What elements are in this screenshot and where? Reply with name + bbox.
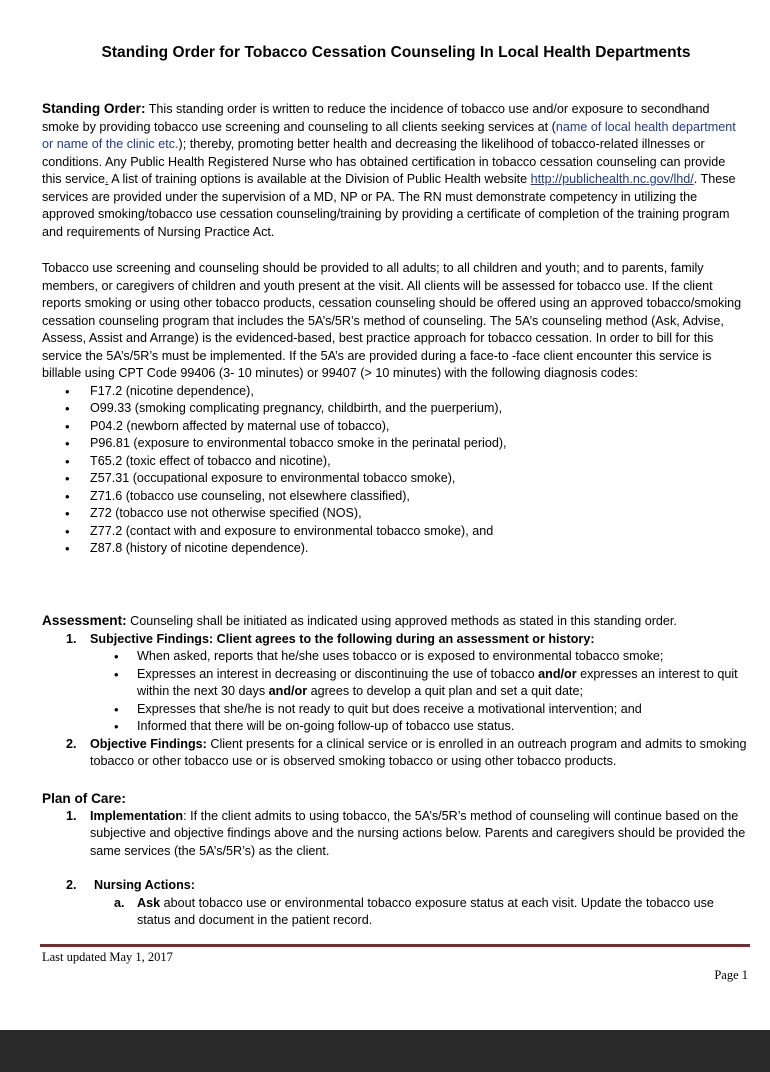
plan-of-care-section — [42, 790, 748, 930]
assessment-section — [42, 612, 748, 771]
list-item — [42, 400, 748, 418]
subjective-findings — [42, 631, 748, 649]
assessment-heading: Assessment: — [42, 613, 127, 628]
standing-order-text-2: ); thereby, promoting better health and decreasing the likelihood of tobacco-related illnesses or conditions. Any Public Health Registered Nurse who has obtained certification in tobacco cessation counseling can provide this service — [42, 137, 726, 186]
nursing-actions — [42, 877, 748, 895]
dph-website-link[interactable]: http://publichealth.nc.gov/lhd/ — [530, 172, 694, 186]
last-updated: Last updated May 1, 2017 — [42, 950, 173, 964]
implementation-label: Implementation — [90, 808, 184, 823]
list-item — [42, 505, 748, 523]
ask-label: Ask — [137, 895, 161, 910]
item-letter: a. — [114, 895, 125, 910]
screening-paragraph: Tobacco use screening and counseling should be provided to all adults; to all children and youth; and to parents, family members, or caregivers of children and youth present at the visit. All clients will be assessed for tobacco use. If the client reports smoking or using other tobacco products, cessation counseling should be offered using an approved tobacco/smoking cessation counseling program that includes the 5A’s/5R’s method of counseling. The 5A’s counseling method (Ask, Advise, Assess, Assist and Arrange) is the evidenced-based, best practice approach for tobacco cessation. In order to bill for this service the 5A’s/5R’s must be implemented. If the 5A’s are provided during a face-to -face client encounter this service is billable using CPT Code 99406 (3- 10 minutes) or 99407 (> 10 minutes) with the following diagnosis codes: — [42, 261, 742, 380]
list-item — [42, 453, 748, 471]
health-department-placeholder: name of local health department or name of the clinic etc. — [42, 119, 736, 151]
implementation — [42, 808, 748, 861]
bullet-icon: • — [65, 523, 70, 539]
diagnosis-code: Z87.8 (history of nicotine dependence). — [90, 541, 309, 555]
bullet-icon: • — [65, 418, 70, 434]
item-number: 2. — [66, 736, 77, 751]
nursing-actions-label: Nursing Actions: — [94, 878, 195, 892]
standing-order-text-1: This standing order is written to reduce the incidence of tobacco use and/or exposure to secondhand smoke by providing tobacco use screening and counseling to all clients seeking services at ( — [42, 102, 710, 134]
page-title: Standing Order for Tobacco Cessation Counseling In Local Health Departments — [101, 44, 691, 61]
bullet-icon: • — [114, 649, 119, 664]
bullet-icon: • — [65, 488, 70, 504]
diagnosis-code: F17.2 (nicotine dependence), — [90, 383, 254, 398]
bullet-icon: • — [65, 401, 70, 416]
subjective-item: Expresses an interest in decreasing or discontinuing the use of tobacco — [137, 666, 539, 681]
assessment-intro — [42, 612, 748, 631]
underlined-period: . — [105, 172, 109, 186]
list-item — [42, 648, 748, 666]
objective-label: Objective Findings: — [90, 736, 207, 751]
ask-action — [42, 895, 748, 930]
emphasis: and/or — [538, 666, 577, 681]
diagnosis-code-list — [42, 383, 748, 558]
item-number: 2. — [66, 878, 77, 892]
standing-order-text-4: . These services are provided under the supervision of a MD, NP or PA. The RN must demonstrate competency in utilizing the approved smoking/tobacco use cessation counseling/training by providing a certificate of completion of the training program and requirements of Nursing Practice Act. — [42, 172, 736, 239]
list-item — [42, 701, 748, 719]
standing-order-text-3: A list of training options is available at the Division of Public Health website — [108, 172, 531, 186]
viewer-bottom-bar — [0, 1030, 770, 1072]
list-item — [42, 523, 748, 541]
bullet-icon: • — [65, 506, 70, 521]
diagnosis-code: P04.2 (newborn affected by maternal use of tobacco), — [90, 418, 390, 433]
diagnosis-code: T65.2 (toxic effect of tobacco and nicotine), — [90, 453, 331, 468]
bullet-icon: • — [114, 666, 119, 682]
subjective-item: expresses an interest to quit within the next 30 days — [137, 666, 738, 698]
ask-text: about tobacco use or environmental tobacco exposure status at each visit. Update the tobacco use status and document in the patient record. — [137, 895, 714, 927]
bullet-icon: • — [65, 383, 70, 399]
list-item — [42, 470, 748, 488]
subjective-list — [42, 648, 748, 736]
subjective-item: When asked, reports that he/she uses tobacco or is exposed to environmental tobacco smoke; — [137, 649, 664, 663]
list-item — [42, 488, 748, 506]
diagnosis-code: Z77.2 (contact with and exposure to environmental tobacco smoke), and — [90, 523, 494, 538]
subjective-label: Subjective Findings: — [90, 631, 214, 646]
objective-text: Client presents for a clinical service or is enrolled in an outreach program and admits to smoking tobacco or other tobacco use or is observed smoking tobacco or using other tobacco products. — [90, 736, 747, 768]
assessment-text: Counseling shall be initiated as indicated using approved methods as stated in this standing order. — [126, 614, 677, 628]
list-item — [42, 666, 748, 701]
objective-findings — [42, 736, 748, 771]
bullet-icon: • — [114, 719, 119, 734]
plan-heading: Plan of Care: — [42, 791, 126, 806]
diagnosis-code: Z71.6 (tobacco use counseling, not elsewhere classified), — [90, 488, 410, 503]
bullet-icon: • — [65, 436, 70, 451]
bullet-icon: • — [65, 471, 70, 486]
emphasis: and/or — [268, 684, 308, 698]
diagnosis-code: P96.81 (exposure to environmental tobacco smoke in the perinatal period), — [90, 436, 507, 450]
diagnosis-code: O99.33 (smoking complicating pregnancy, childbirth, and the puerperium), — [90, 401, 503, 415]
item-number: 1. — [66, 808, 77, 823]
screening-section — [42, 260, 748, 558]
standing-order-section — [42, 100, 748, 241]
item-number: 1. — [66, 631, 77, 646]
list-item — [42, 435, 748, 453]
page-number: Page 1 — [714, 968, 748, 982]
footer-divider — [40, 944, 750, 947]
list-item — [42, 383, 748, 401]
bullet-icon: • — [65, 541, 70, 556]
standing-order-heading: Standing Order: — [42, 101, 146, 116]
bullet-icon: • — [114, 701, 119, 717]
diagnosis-code: Z57.31 (occupational exposure to environmental tobacco smoke), — [90, 471, 456, 485]
list-item — [42, 540, 748, 558]
subjective-item: Expresses that she/he is not ready to quit but does receive a motivational intervention; and — [137, 701, 642, 716]
list-item — [42, 718, 748, 736]
implementation-text: : If the client admits to using tobacco, the 5A’s/5R’s method of counseling will continue based on the subjective and objective findings above and the nursing actions below. Parents and caregivers should be provided the same services (the 5A’s/5R’s) as the client. — [90, 808, 746, 858]
subjective-item: Informed that there will be on-going follow-up of tobacco use status. — [137, 719, 515, 733]
list-item — [42, 418, 748, 436]
bullet-icon: • — [65, 453, 70, 469]
diagnosis-code: Z72 (tobacco use not otherwise specified (NOS), — [90, 506, 362, 520]
subjective-item: agrees to develop a quit plan and set a quit date; — [307, 684, 583, 698]
subjective-text: Client agrees to the following during an assessment or history: — [213, 631, 595, 646]
